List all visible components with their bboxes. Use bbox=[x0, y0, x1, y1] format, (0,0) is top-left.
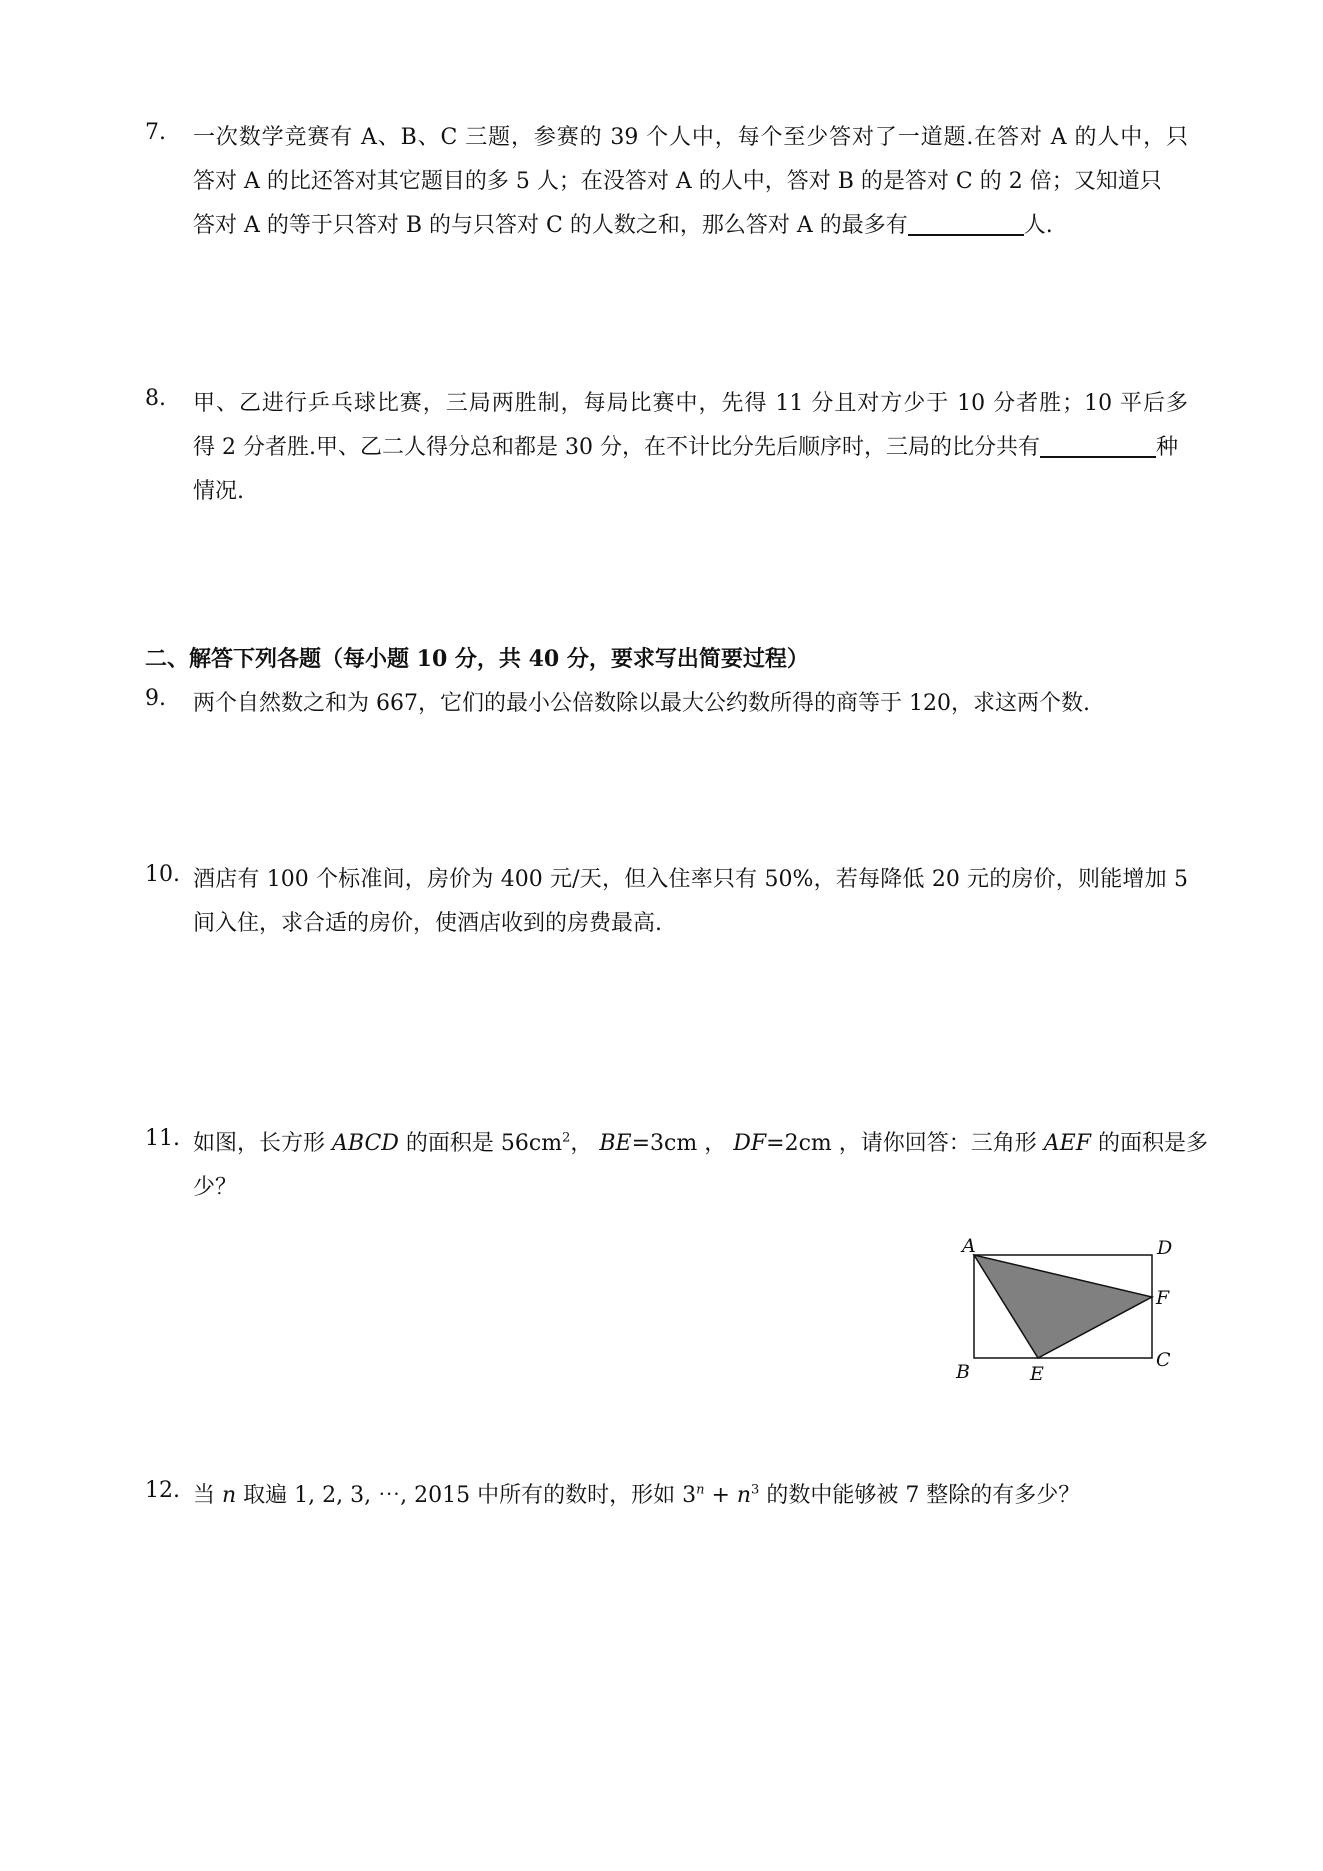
rectangle-diagram bbox=[950, 1228, 1180, 1383]
p11-text-a: 如图，长方形 bbox=[193, 1131, 332, 1156]
p11-triangle-name: AEF bbox=[1043, 1131, 1091, 1156]
problem-7-line-1: 一次数学竞赛有 A、B、C 三题，参赛的 39 个人中，每个至少答对了一道题.在答对 A 的人中，只 bbox=[193, 125, 1188, 150]
problem-8-unit: 种 bbox=[1155, 435, 1178, 460]
problem-8-line-3: 情况. bbox=[193, 479, 244, 504]
label-f: F bbox=[1156, 1287, 1170, 1309]
problem-8-line-1: 甲、乙进行乒乓球比赛，三局两胜制，每局比赛中，先得 11 分且对方少于 10 分者胜；10 平后多 bbox=[193, 391, 1188, 416]
problem-9-line-1: 两个自然数之和为 667，它们的最小公倍数除以最大公约数所得的商等于 120，求这两个数. bbox=[193, 691, 1090, 716]
problem-8-line-2 bbox=[193, 430, 1178, 461]
problem-8-number: 8. bbox=[145, 386, 166, 411]
problem-7-line-3 bbox=[193, 208, 1053, 239]
label-e: E bbox=[1030, 1363, 1044, 1383]
label-a: A bbox=[962, 1235, 976, 1257]
problem-12-line-1 bbox=[193, 1478, 1080, 1509]
p12-exponent-3: 3 bbox=[751, 1482, 760, 1498]
problem-9-number: 9. bbox=[145, 686, 166, 711]
label-d: D bbox=[1157, 1237, 1173, 1259]
problem-7-line-2: 答对 A 的比还答对其它题目的多 5 人；在没答对 A 的人中，答对 B 的是答对 C 的 2 倍；又知道只 bbox=[193, 169, 1162, 194]
problem-7-unit: 人. bbox=[1023, 213, 1053, 238]
p11-text-j: 的面积是多 bbox=[1090, 1131, 1208, 1156]
p12-plus: + bbox=[704, 1483, 737, 1508]
answer-blank-8[interactable] bbox=[1040, 432, 1156, 458]
problem-7-number: 7. bbox=[145, 120, 166, 145]
problem-10-line-1: 酒店有 100 个标准间，房价为 400 元/天，但入住率只有 50%，若每降低 20 元的房价，则能增加 5 bbox=[193, 867, 1188, 892]
problem-10-number: 10. bbox=[145, 862, 180, 887]
rectangle-figure bbox=[950, 1228, 1180, 1383]
p11-rect-name: ABCD bbox=[332, 1131, 399, 1156]
problem-11-number: 11. bbox=[145, 1126, 180, 1151]
p12-text-a: 当 bbox=[193, 1483, 222, 1508]
p11-text-f: =3cm ， bbox=[631, 1131, 734, 1156]
answer-blank-7[interactable] bbox=[908, 210, 1024, 236]
problem-12-number: 12. bbox=[145, 1478, 180, 1503]
label-c: C bbox=[1156, 1349, 1171, 1371]
p11-exponent: 2 bbox=[562, 1130, 571, 1146]
p12-var-n: n bbox=[222, 1483, 237, 1508]
p11-text-h: =2cm ，请你回答：三角形 bbox=[766, 1131, 1044, 1156]
p12-text-b: 取遍 1, 2, 3, ⋯, 2015 中所有的数时，形如 3 bbox=[236, 1483, 697, 1508]
problem-11-line-1 bbox=[193, 1126, 1208, 1157]
problem-7-line-3-text: 答对 A 的等于只答对 B 的与只答对 C 的人数之和，那么答对 A 的最多有 bbox=[193, 213, 908, 238]
problem-8-line-2-text: 得 2 分者胜.甲、乙二人得分总和都是 30 分，在不计比分先后顺序时，三局的比分共有 bbox=[193, 435, 1040, 460]
problem-11-line-2: 少？ bbox=[193, 1175, 238, 1200]
triangle-aef bbox=[974, 1255, 1152, 1358]
p12-text-d: 的数中能够被 7 整除的有多少？ bbox=[759, 1483, 1081, 1508]
label-b: B bbox=[956, 1361, 970, 1383]
p11-text-c: 的面积是 56cm bbox=[398, 1131, 563, 1156]
p11-text-d: ， bbox=[570, 1131, 600, 1156]
p11-seg-be: BE bbox=[599, 1131, 632, 1156]
section-2-title: 二、解答下列各题（每小题 10 分，共 40 分，要求写出简要过程） bbox=[145, 646, 809, 672]
p12-exponent-n: n bbox=[696, 1482, 705, 1498]
p11-seg-df: DF bbox=[733, 1131, 767, 1156]
p12-var-n-2: n bbox=[736, 1483, 752, 1508]
problem-10-line-2: 间入住，求合适的房价，使酒店收到的房费最高. bbox=[193, 911, 662, 936]
